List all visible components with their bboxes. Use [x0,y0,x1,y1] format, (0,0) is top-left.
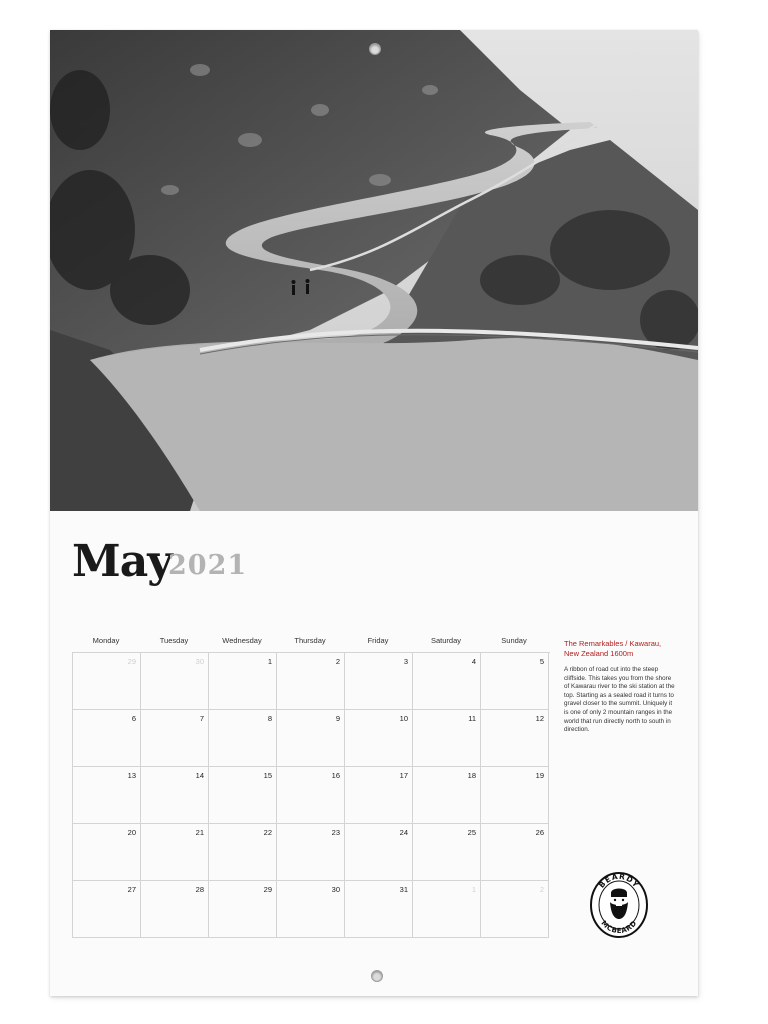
day-cell [141,710,209,767]
weekday-sunday: Sunday [501,636,527,645]
day-number: 15 [263,771,272,780]
day-cell [277,881,345,938]
day-cell-outside-month [73,653,141,710]
day-number: 29 [127,657,136,666]
mountain-road-illustration [50,30,698,511]
day-cell [277,767,345,824]
day-cell-outside-month [413,881,481,938]
day-cell [413,824,481,881]
day-cell [481,653,549,710]
day-number: 3 [403,657,408,666]
day-number: 8 [267,714,272,723]
day-number: 12 [535,714,544,723]
day-cell [73,710,141,767]
day-number: 2 [539,885,544,894]
day-number: 21 [195,828,204,837]
location-title [564,639,676,658]
mountain-road-photo [50,30,698,511]
day-cell [209,824,277,881]
weekday-friday: Friday [367,636,389,645]
location-title-line2: New Zealand 1600m [564,648,634,658]
weekday-tuesday: Tuesday [159,636,189,645]
day-number: 19 [535,771,544,780]
day-number: 28 [195,885,204,894]
weekday-wednesday: Wednesday [222,636,262,645]
day-number: 30 [331,885,340,894]
day-number: 25 [467,828,476,837]
day-cell [277,710,345,767]
day-cell [141,824,209,881]
day-cell [209,767,277,824]
year-title: 2021 [168,550,248,581]
day-cell [481,767,549,824]
day-number: 11 [468,714,476,723]
day-cell [209,653,277,710]
day-cell [481,710,549,767]
location-title-line1: The Remarkables / Kawarau, [564,639,662,648]
day-number: 10 [399,714,408,723]
day-number: 30 [195,657,204,666]
day-cell-outside-month [481,881,549,938]
day-cell [277,653,345,710]
day-number: 9 [335,714,340,723]
day-number: 23 [331,828,340,837]
day-number: 2 [335,657,340,666]
day-number: 22 [263,828,272,837]
location-description: A ribbon of road cut into the steep cliffside. This takes you from the shore of Kawarau river to the ski station at the top. Starting as a sealed road it turns to gravel closer to the summit. Uniquely it is one of only 2 mountain ranges in the world that run directly north to south in direction. [564,666,675,734]
day-cell [277,824,345,881]
logo-bottom-text: MCBEARD [599,919,639,936]
day-cell [345,881,413,938]
day-number: 1 [267,657,272,666]
day-cell [73,881,141,938]
weekday-thursday: Thursday [294,636,326,645]
day-cell [345,653,413,710]
calendar-page [50,30,698,996]
day-cell [413,767,481,824]
day-cell-outside-month [141,653,209,710]
day-number: 27 [127,885,136,894]
hang-hole-top [369,43,381,55]
logo-top-text: BEARDY [597,871,642,890]
day-number: 16 [331,771,340,780]
day-number: 18 [467,771,476,780]
hang-hole-bottom [371,970,383,982]
day-number: 13 [127,771,136,780]
day-number: 26 [535,828,544,837]
day-number: 4 [471,657,476,666]
location-info [564,639,676,735]
day-number: 31 [399,885,408,894]
day-cell [345,767,413,824]
day-cell [73,767,141,824]
day-cell [141,881,209,938]
day-cell [209,710,277,767]
weekday-saturday: Saturday [430,636,462,645]
day-number: 17 [399,771,408,780]
day-number: 7 [199,714,204,723]
weekday-header-row [72,636,550,652]
day-cell [73,824,141,881]
day-number: 5 [539,657,544,666]
month-title: May [72,536,172,587]
day-number: 14 [195,771,204,780]
day-number: 6 [131,714,136,723]
day-cell [345,710,413,767]
day-cell [209,881,277,938]
weekday-monday: Monday [92,636,120,645]
day-number: 29 [263,885,272,894]
day-number: 20 [127,828,136,837]
day-cell [481,824,549,881]
day-cell [413,653,481,710]
day-grid [72,652,550,938]
day-number: 24 [399,828,408,837]
day-cell [413,710,481,767]
month-calendar [72,636,550,938]
day-cell [345,824,413,881]
day-cell [141,767,209,824]
day-number: 1 [471,885,476,894]
beardy-mcbeard-logo [589,869,649,939]
